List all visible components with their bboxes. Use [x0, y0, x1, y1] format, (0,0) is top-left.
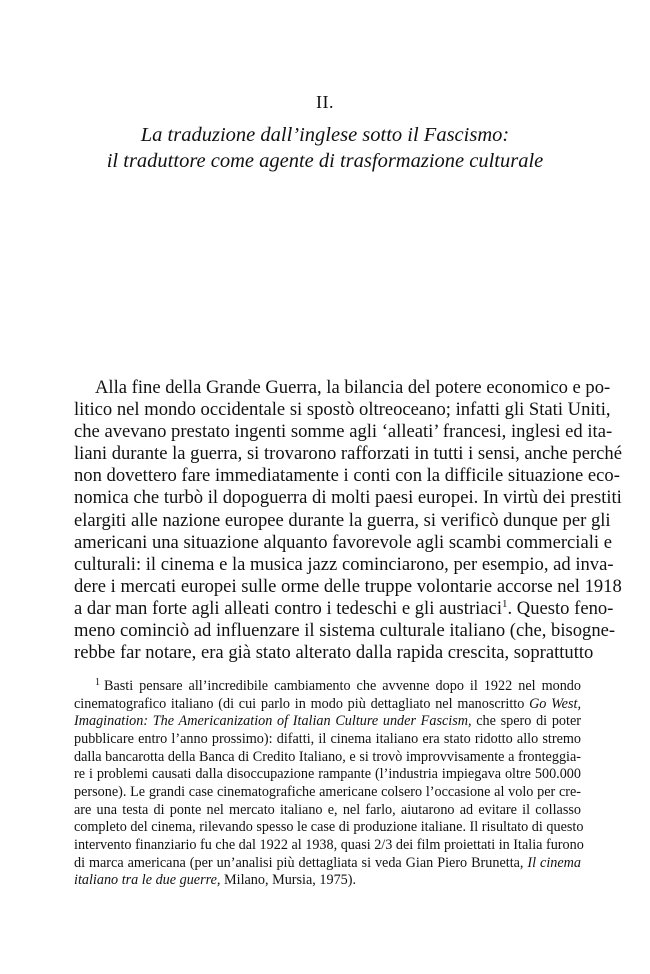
footnote-italic-title: Imagination: The Americanization of Italian Culture under Fascism [74, 713, 468, 730]
footnote-line [74, 678, 581, 696]
footnote-line: pubblicare entro l’anno prossimo): difatti, il cinema italiano era stato ridotto allo stremo [74, 730, 581, 747]
body-line-continuation: . Questo feno- [507, 597, 614, 619]
footnote-line [74, 855, 581, 873]
footnote-italic-title: Il cinema [527, 854, 581, 871]
footnote-line [74, 713, 581, 731]
footnote-number: 1 [95, 677, 100, 688]
footnote-line: dalla bancarotta della Banca di Credito Italiano, e si trovò improvvisamente a fronteggia- [74, 748, 581, 765]
footnote-line [74, 696, 581, 714]
footnote-reference[interactable]: 1 [502, 597, 508, 610]
body-line: nomica che turbò il dopoguerra di molti paesi europei. In virtù dei prestiti [74, 487, 622, 509]
footnote-line: completo del cinema, rilevando spesso le case di produzione italiane. Il risultato di questo [74, 819, 584, 836]
footnote-italic-title: italiano tra le due guerre [74, 872, 217, 889]
body-line: litico nel mondo occidentale si spostò oltreoceano; infatti gli Stati Uniti, [74, 399, 611, 421]
footnote-line: persone). Le grandi case cinematografiche americane colsero l’occasione al volo per cre- [74, 783, 581, 800]
footnote-line: intervento finanziario fu che dal 1922 al 1938, quasi 2/3 dei film proiettati in Italia furono [74, 836, 584, 853]
chapter-title [0, 122, 650, 174]
footnote-text: , che spero di poter [467, 713, 581, 730]
body-line: elargiti alle nazione europee durante la guerra, si verificò dunque per gli [74, 509, 611, 531]
chapter-title-line-2: il traduttore come agente di trasformazione culturale [106, 150, 544, 172]
body-paragraph [74, 377, 622, 664]
footnote-line: re i problemi causati dalla disoccupazione rampante (l’industria impiegava oltre 500.000 [74, 766, 581, 783]
footnote-text: di marca americana (per un’analisi più dettagliata si veda Gian Piero Brunetta, [74, 854, 528, 871]
footnote-line [74, 872, 581, 890]
footnote-text: , Milano, Mursia, 1975). [216, 872, 357, 889]
footnote-italic-title: Go West, [529, 695, 581, 712]
body-line: Alla fine della Grande Guerra, la bilancia del potere economico e po- [95, 377, 611, 398]
footnote-text: Basti pensare all’incredibile cambiamento che avvenne dopo il 1922 nel mondo [104, 678, 581, 694]
footnote-section [74, 677, 584, 890]
body-line: rebbe far notare, era già stato alterato dalla rapida crescita, soprattutto [74, 642, 594, 664]
chapter-number: II. [316, 92, 334, 112]
body-line: non dovettero fare immediatamente i conti con la difficile situazione eco- [74, 465, 620, 487]
body-line: americani una situazione alquanto favorevole agli scambi commerciali e [74, 531, 612, 553]
footnote-text: cinematografico italiano (di cui parlo in modo più dettagliato nel manoscritto [74, 695, 530, 712]
body-line: meno cominciò ad influenzare il sistema culturale italiano (che, bisogne- [74, 620, 616, 642]
body-line: liani durante la guerra, si trovarono rafforzati in tutti i sensi, anche perché [74, 443, 622, 465]
body-line: dere i mercati europei sulle orme delle truppe volontarie accorse nel 1918 [74, 575, 622, 597]
body-line-with-footnote-ref [74, 597, 614, 620]
body-line-text: a dar man forte agli alleati contro i tedeschi e gli austriaci [74, 597, 502, 619]
footnote-line: are una testa di ponte nel mercato italiano e, nel farlo, aiutarono ad evitare il collasso [74, 801, 581, 818]
body-line: culturali: il cinema e la musica jazz cominciarono, per esempio, ad inva- [74, 553, 614, 575]
chapter-title-line-1: La traduzione dall’inglese sotto il Fascismo: [140, 124, 510, 146]
body-line: che avevano prestato ingenti somme agli ‘alleati’ francesi, inglesi ed ita- [74, 421, 613, 443]
